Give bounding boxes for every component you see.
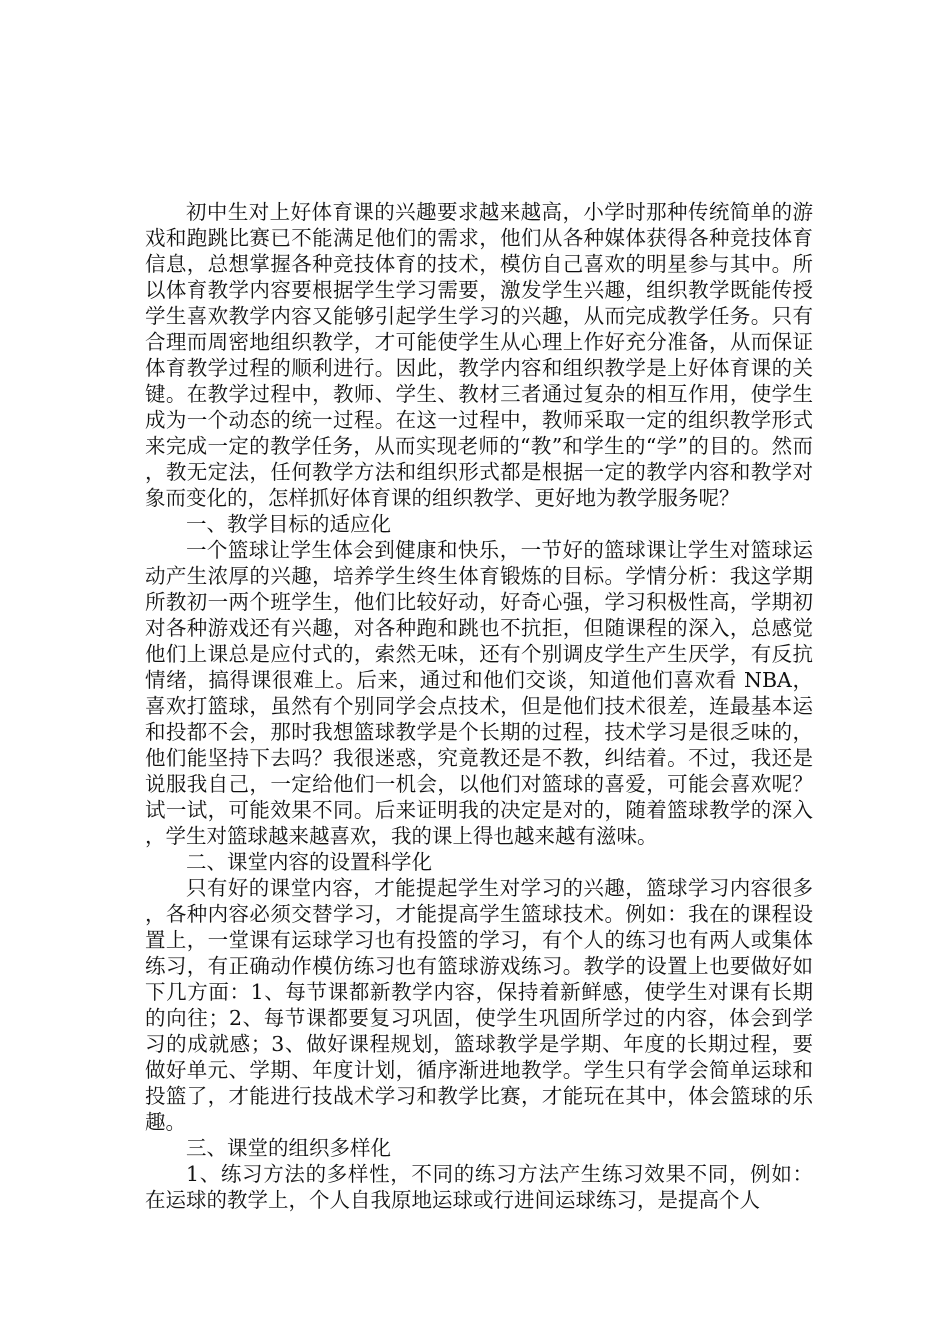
section-body-2: 只有好的课堂内容，才能提起学生对学习的兴趣，篮球学习内容很多，各种内容必须交替学习，才能提高学生篮球技术。例如：我在的课程设置上，一堂课有运球学习也有投篮的学习，有个人的练习也有两人或集体练习，有正确动作模仿练习也有篮球游戏练习。教学的设置上也要做好如下几方面：1、每节课都新教学内容，保持着新鲜感，使学生对课有长期的向往；2、每节课都要复习巩固，使学生巩固所学过的内容，体会到学习的成就感；3、做好课程规划，篮球教学是学期、年度的长期过程，要做好单元、学期、年度计划，循序渐进地教学。学生只有学会简单运球和投篮了，才能进行技战术学习和教学比赛，才能玩在其中，体会篮球的乐趣。 <box>145 876 813 1134</box>
section-body-1: 一个篮球让学生体会到健康和快乐，一节好的篮球课让学生对篮球运动产生浓厚的兴趣，培养学生终生体育锻炼的目标。学情分析：我这学期所教初一两个班学生，他们比较好动，好奇心强，学习积极性高，学期初对各种游戏还有兴趣，对各种跑和跳也不抗拒，但随课程的深入，总感觉他们上课总是应付式的，索然无味，还有个别调皮学生产生厌学，有反抗情绪，搞得课很难上。后来，通过和他们交谈，知道他们喜欢看 NBA，喜欢打篮球，虽然有个别同学会点技术，但是他们技术很差，连最基本运和投都不会，那时我想篮球教学是个长期的过程，技术学习是很乏味的，他们能坚持下去吗？我很迷惑，究竟教还是不教，纠结着。不过，我还是说服我自己，一定给他们一机会，以他们对篮球的喜爱，可能会喜欢呢？试一试，可能效果不同。后来证明我的决定是对的，随着篮球教学的深入，学生对篮球越来越喜欢，我的课上得也越来越有滋味。 <box>145 538 813 848</box>
section-body-3: 1、练习方法的多样性，不同的练习方法产生练习效果不同，例如：在运球的教学上，个人自我原地运球或行进间运球练习，是提高个人 <box>145 1162 813 1212</box>
document-page <box>145 199 813 1213</box>
section-heading-3: 三、课堂的组织多样化 <box>186 1136 391 1160</box>
section-heading-1: 一、教学目标的适应化 <box>186 512 391 536</box>
section-heading-2: 二、课堂内容的设置科学化 <box>186 850 432 874</box>
intro-paragraph: 初中生对上好体育课的兴趣要求越来越高，小学时那种传统简单的游戏和跑跳比赛已不能满足他们的需求，他们从各种媒体获得各种竞技体育信息，总想掌握各种竞技体育的技术，模仿自己喜欢的明星参与其中。所以体育教学内容要根据学生学习需要，激发学生兴趣，组织教学既能传授学生喜欢教学内容又能够引起学生学习的兴趣，从而完成教学任务。只有合理而周密地组织教学，才可能使学生从心理上作好充分准备，从而保证体育教学过程的顺利进行。因此，教学内容和组织教学是上好体育课的关键。在教学过程中，教师、学生、教材三者通过复杂的相互作用，使学生成为一个动态的统一过程。在这一过程中，教师采取一定的组织教学形式来完成一定的教学任务，从而实现老师的“教”和学生的“学”的目的。然而，教无定法，任何教学方法和组织形式都是根据一定的教学内容和教学对象而变化的，怎样抓好体育课的组织教学、更好地为教学服务呢？ <box>145 200 813 510</box>
